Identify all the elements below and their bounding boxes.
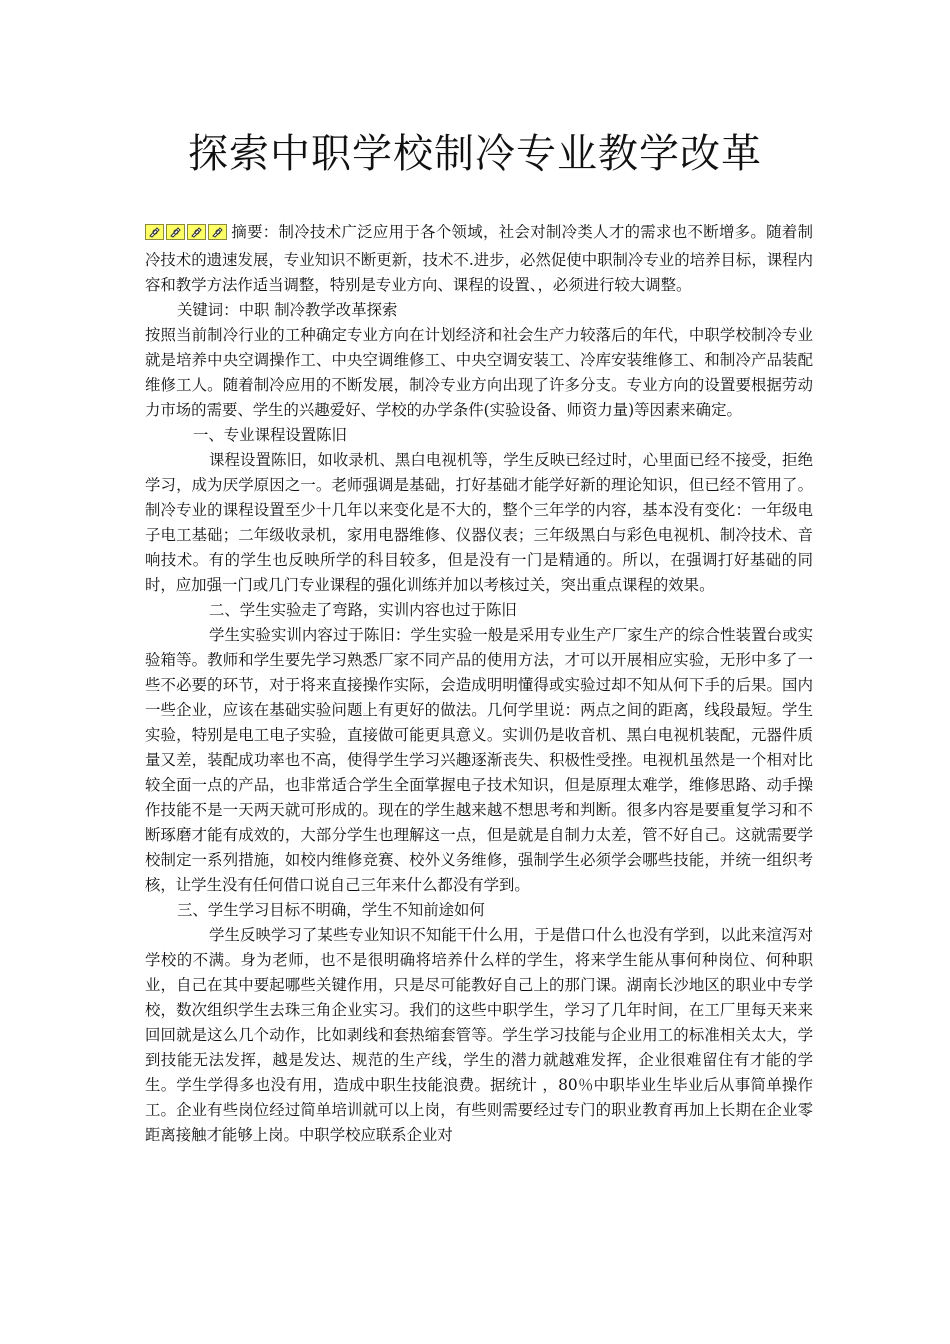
- abstract-paragraph: [145, 220, 813, 298]
- body-paragraph: 学生实验实训内容过于陈旧：学生实验一般是采用专业生产厂家生产的综合性装置台或实验箱等。教师和学生要先学习熟悉厂家不同产品的使用方法，才可以开展相应实验，无形中多了一些不必要的环节，对于将来直接操作实际，会造成明明懂得或实验过却不知从何下手的后果。国内一些企业，应该在基础实验问题上有更好的做法。几何学里说：两点之间的距离，线段最短。学生实验，特别是电工电子实验，直接做可能更具意义。实训仍是收音机、黑白电视机装配，元器件质量又差，装配成功率也不高，使得学生学习兴趣逐渐丧失、积极性受挫。电视机虽然是一个相对比较全面一点的产品，也非常适合学生全面掌握电子技术知识，但是原理太难学，维修思路、动手操作技能不是一天两天就可形成的。现在的学生越来越不想思考和判断。很多内容是要重复学习和不断琢磨才能有成效的，大部分学生也理解这一点，但是就是自制力太差，管不好自己。这就需要学校制定一系列措施，如校内维修竞赛、校外义务维修，强制学生必须学会哪些技能，并统一组织考核，让学生没有任何借口说自己三年来什么都没有学到。: [145, 626, 813, 894]
- body-paragraph: 学生反映学习了某些专业知识不知能干什么用，于是借口什么也没有学到，以此来渲泻对学校的不满。身为老师，也不是很明确将培养什么样的学生，将来学生能从事何种岗位、何种职业，自己在其中要起哪些关键作用，只是尽可能教好自己上的那门课。湖南长沙地区的职业中专学校，数次组织学生去珠三角企业实习。我们的这些中职学生，学习了几年时间，在工厂里每天来来回回就是这么几个动作，比如剥线和套热缩套管等。学生学习技能与企业用工的标准相关太大，学到技能无法发挥，越是发达、规范的生产线，学生的潜力就越难发挥，企业很难留住有才能的学生。学生学得多也没有用，造成中职生技能浪费。据统计 ，80％中职毕业生毕业后从事简单操作工。企业有些岗位经过简单培训就可以上岗，有些则需要经过专门的职业教育再加上长期在企业零距离接触才能够上岗。中职学校应联系企业对: [145, 926, 813, 1144]
- pencil-icon: [166, 224, 185, 240]
- body-paragraph: 按照当前制冷行业的工种确定专业方向在计划经济和社会生产力较落后的年代，中职学校制冷专业就是培养中央空调操作工、中央空调维修工、中央空调安装工、冷库安装维修工、和制冷产品装配维修工人。随着制冷应用的不断发展，制冷专业方向出现了许多分支。专业方向的设置要根据劳动力市场的需要、学生的兴趣爱好、学校的办学条件(实验设备、师资力量)等因素来确定。: [145, 326, 813, 419]
- pencil-icon: [187, 224, 206, 240]
- section-heading: 二、学生实验走了弯路，实训内容也过于陈旧: [209, 601, 517, 619]
- keywords-line: 关键词：中职 制冷教学改革探索: [177, 301, 398, 319]
- abstract-text: 摘要：制冷技术广泛应用于各个领域，社会对制冷类人才的需求也不断增多。随着制冷技术的遗速发展，专业知识不断更新，技术不.进步，必然促使中职制冷专业的培养目标，课程内容和教学方法作适当调整，特别是专业方向、课程的设置、，必须进行较大调整。: [145, 223, 813, 294]
- pencil-icon: [208, 224, 227, 240]
- pencil-icon: [145, 224, 164, 240]
- body-paragraph: 课程设置陈旧，如收录机、黑白电视机等，学生反映已经过时，心里面已经不接受，拒绝学习，成为厌学原因之一。老师强调是基础，打好基础才能学好新的理论知识，但已经不管用了。制冷专业的课程设置至少十几年以来变化是不大的，整个三年学的内容，基本没有变化：一年级电子电工基础；二年级收录机，家用电器维修、仪器仪表；三年级黑白与彩色电视机、制冷技术、音响技术。有的学生也反映所学的科目较多，但是没有一门是精通的。所以，在强调打好基础的同时，应加强一门或几门专业课程的强化训练并加以考核过关，突出重点课程的效果。: [145, 451, 813, 594]
- document-body: [145, 220, 813, 1148]
- section-heading: 三、学生学习目标不明确，学生不知前途如何: [177, 901, 485, 919]
- section-heading: 一、专业课程设置陈旧: [193, 426, 347, 444]
- icon-strip: [145, 223, 229, 248]
- document-title: 探索中职学校制冷专业教学改革: [188, 131, 762, 177]
